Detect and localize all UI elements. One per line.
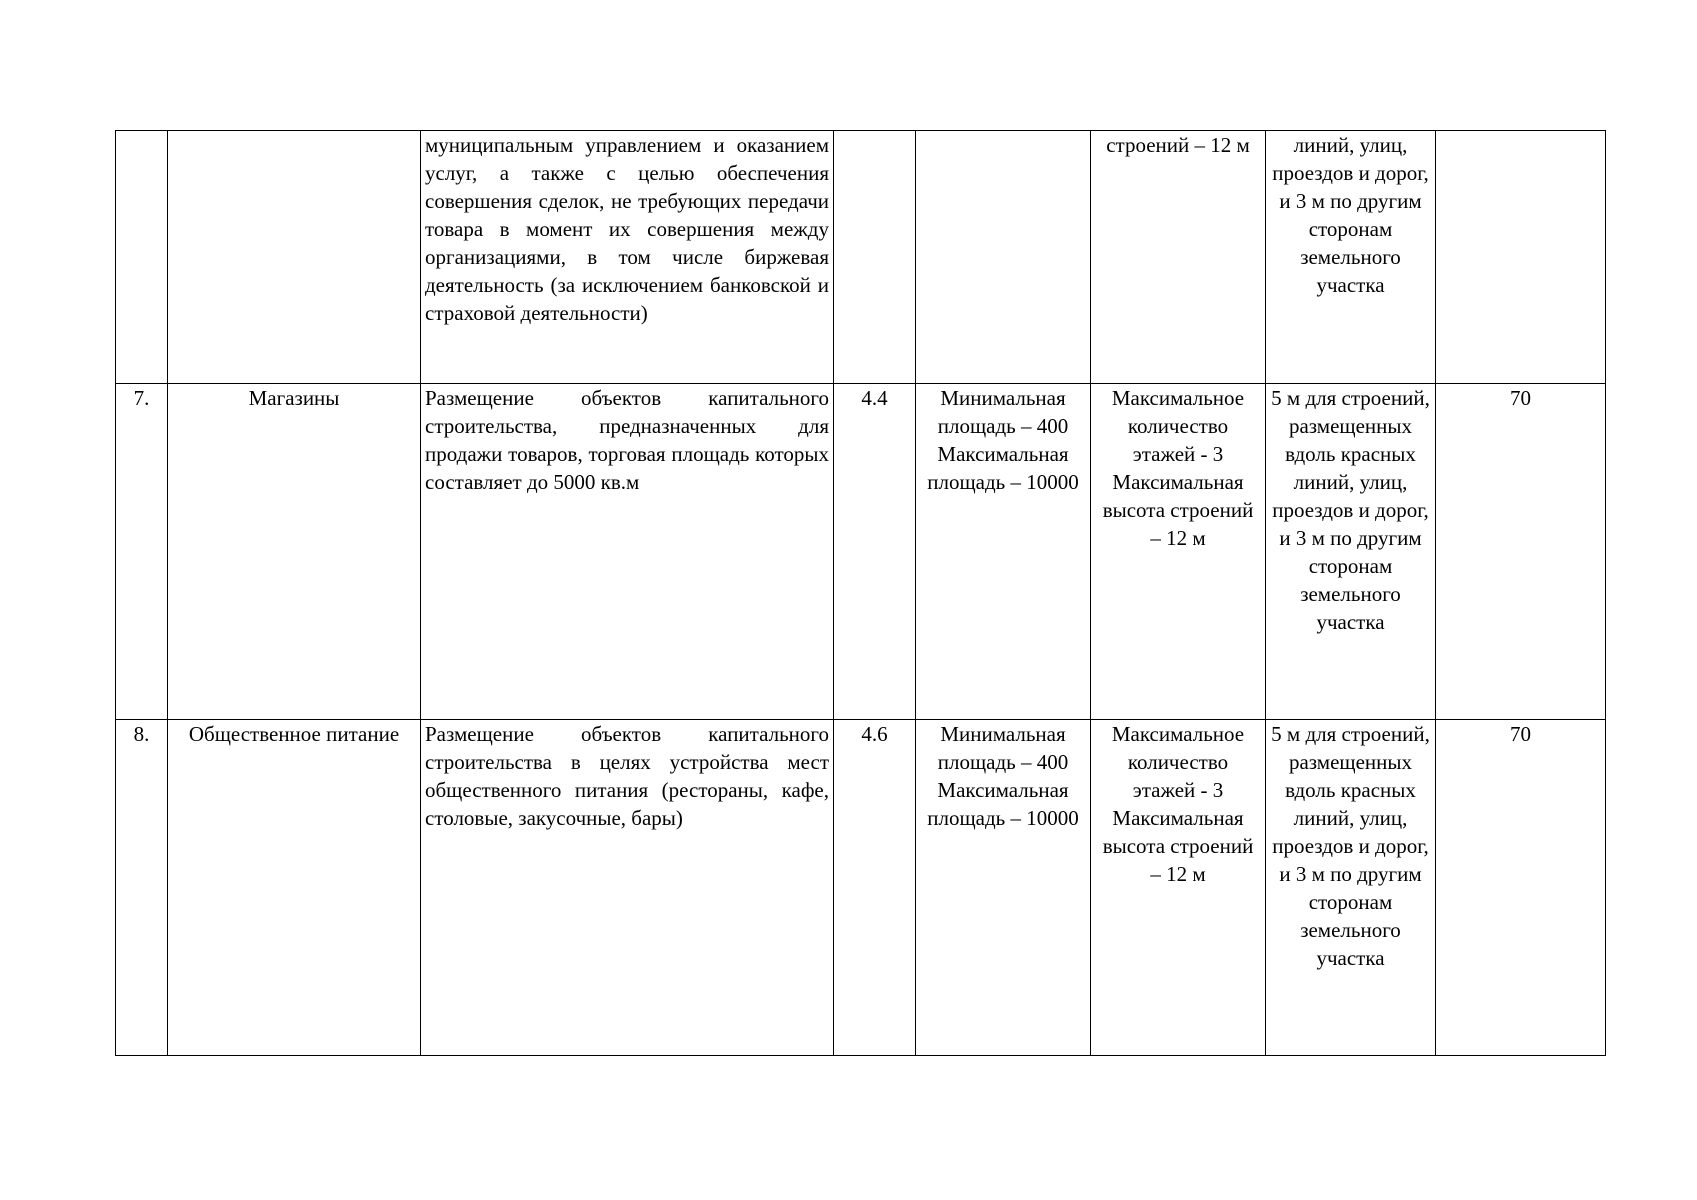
setback-rules: 5 м для строений, размещенных вдоль красных линий, улиц, проездов и дорог, и 3 м по другим сторонам земельного участка xyxy=(1266,720,1436,1056)
classifier-code xyxy=(834,131,916,384)
classifier-code: 4.6 xyxy=(834,720,916,1056)
row-number: 8. xyxy=(116,720,168,1056)
coverage-percent: 70 xyxy=(1436,720,1606,1056)
use-description: Размещение объектов капитального строительства в целях устройства мест общественного питания (рестораны, кафе, столовые, закусочные, бары) xyxy=(421,720,834,1056)
use-type-name: Магазины xyxy=(168,384,421,720)
use-description: Размещение объектов капитального строительства, предназначенных для продажи товаров, торговая площадь которых составляет до 5000 кв.м xyxy=(421,384,834,720)
use-description: муниципальным управлением и оказанием услуг, а также с целью обеспечения совершения сделок, не требующих передачи товара в момент их совершения между организациями, в том числе биржевая деятельность (за исключением банковской и страховой деятельности) xyxy=(421,131,834,384)
table-row xyxy=(116,720,1606,1056)
height-limits: Максимальное количество этажей - 3 Максимальная высота строений – 12 м xyxy=(1091,384,1266,720)
setback-rules: линий, улиц, проездов и дорог, и 3 м по другим сторонам земельного участка xyxy=(1266,131,1436,384)
table-row xyxy=(116,131,1606,384)
coverage-percent: 70 xyxy=(1436,384,1606,720)
coverage-percent xyxy=(1436,131,1606,384)
use-type-name xyxy=(168,131,421,384)
row-number: 7. xyxy=(116,384,168,720)
area-limits: Минимальная площадь – 400 Максимальная площадь – 10000 xyxy=(916,720,1091,1056)
classifier-code: 4.4 xyxy=(834,384,916,720)
use-type-name: Общественное питание xyxy=(168,720,421,1056)
height-limits: строений – 12 м xyxy=(1091,131,1266,384)
land-use-table xyxy=(115,130,1606,1056)
height-limits: Максимальное количество этажей - 3 Максимальная высота строений – 12 м xyxy=(1091,720,1266,1056)
row-number xyxy=(116,131,168,384)
table-row xyxy=(116,384,1606,720)
setback-rules: 5 м для строений, размещенных вдоль красных линий, улиц, проездов и дорог, и 3 м по другим сторонам земельного участка xyxy=(1266,384,1436,720)
area-limits xyxy=(916,131,1091,384)
area-limits: Минимальная площадь – 400 Максимальная площадь – 10000 xyxy=(916,384,1091,720)
